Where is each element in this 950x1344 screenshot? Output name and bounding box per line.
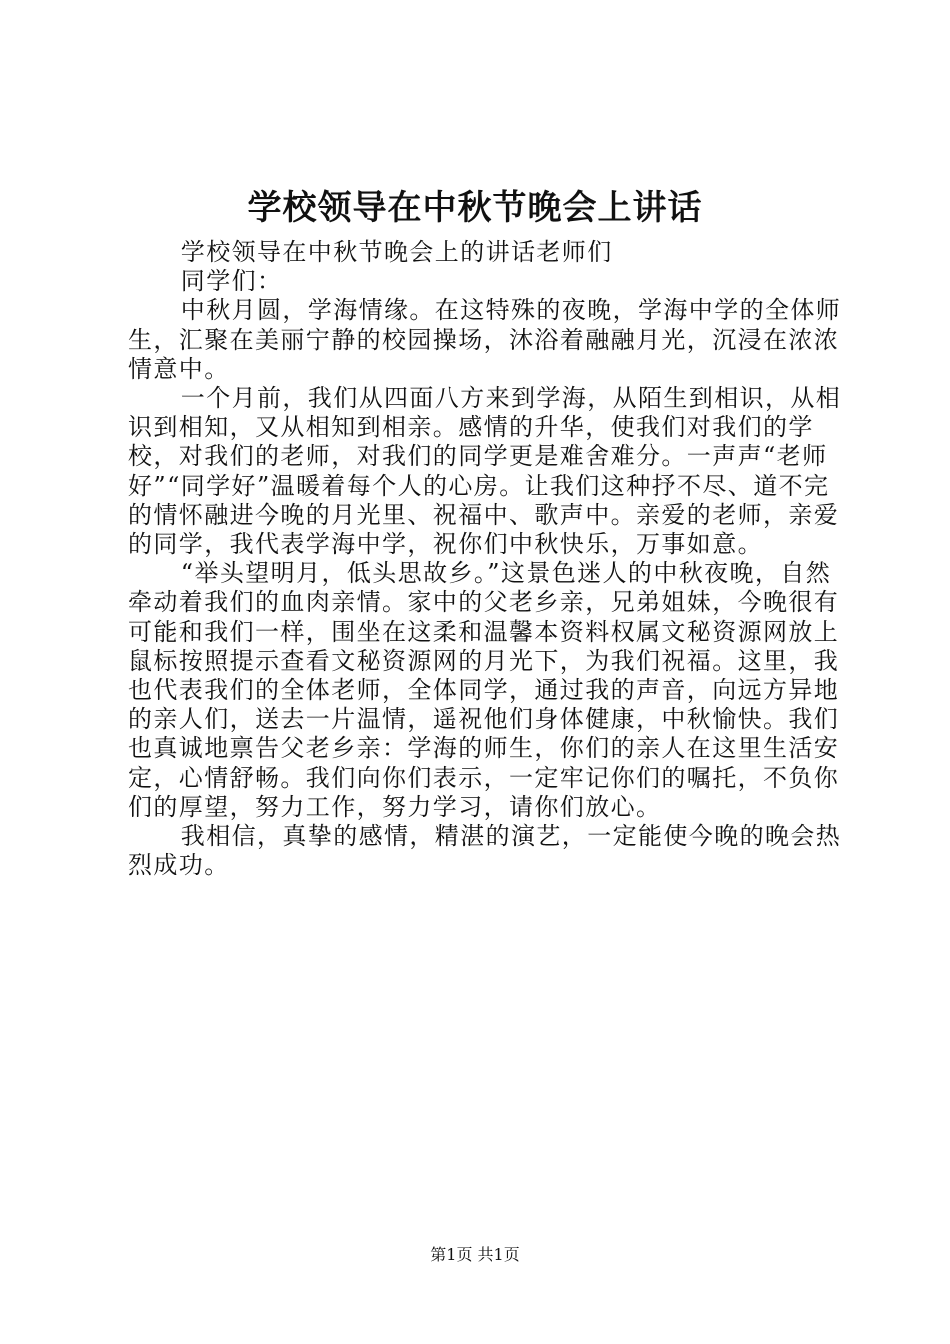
document-title: 学校领导在中秋节晚会上讲话 (247, 188, 703, 228)
paragraph-3: “举头望明月，低头思故乡。”这景色迷人的中秋夜晚，自然牵动着我们的血肉亲情。家中的父老乡亲，兄弟姐妹，今晚很有可能和我们一样，围坐在这柔和温馨本资料权属文秘资源网放上鼠标按照提示查看文秘资源网的月光下，为我们祝福。这里，我也代表我们的全体老师，全体同学，通过我的声音，向远方异地的亲人们，送去一片温情，遥祝他们身体健康，中秋愉快。我们也真诚地禀告父老乡亲：学海的师生，你们的亲人在这里生活安定，心情舒畅。我们向你们表示，一定牢记你们的嘱托，不负你们的厚望，努力工作，努力学习，请你们放心。 (128, 559, 840, 821)
paragraph-4: 我相信，真挚的感情，精湛的演艺，一定能使今晚的晚会热烈成功。 (128, 822, 842, 880)
salutation: 同学们： (180, 267, 283, 296)
page-footer: 第1页 共1页 (430, 1245, 520, 1264)
document-body (128, 238, 848, 880)
paragraph-1: 中秋月圆，学海情缘。在这特殊的夜晚，学海中学的全体师生，汇聚在美丽宁静的校园操场，沐浴着融融月光，沉浸在浓浓情意中。 (128, 296, 842, 383)
subtitle-line: 学校领导在中秋节晚会上的讲话老师们 (180, 238, 613, 266)
paragraph-2: 一个月前，我们从四面八方来到学海，从陌生到相识，从相识到相知，又从相知到相亲。感情的升华，使我们对我们的学校，对我们的老师，对我们的同学更是难舍难分。一声声“老师好”“同学好”温暖着每个人的心房。让我们这种抒不尽、道不完的情怀融进今晚的月光里、祝福中、歌声中。亲爱的老师，亲爱的同学，我代表学海中学，祝你们中秋快乐，万事如意。 (128, 384, 842, 559)
